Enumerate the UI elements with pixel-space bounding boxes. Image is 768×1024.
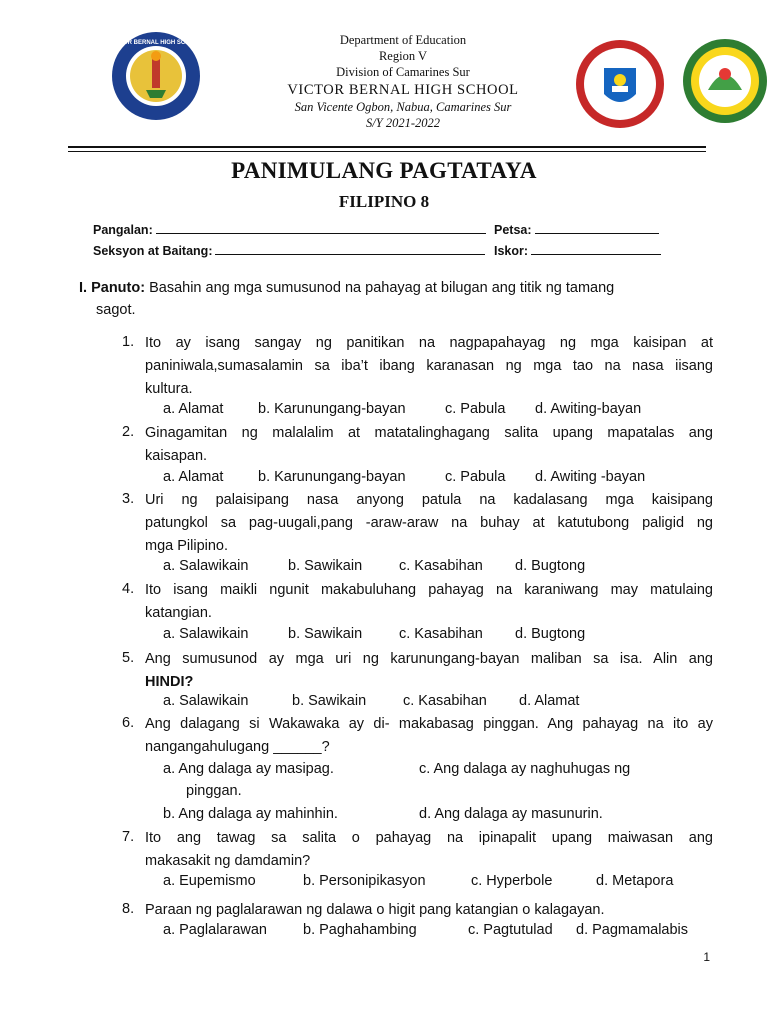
name-field <box>93 221 486 237</box>
section-label: Seksyon at Baitang: <box>93 244 213 258</box>
instructions <box>79 277 719 321</box>
option-c[interactable]: c. Pabula <box>445 401 506 417</box>
score-field <box>494 242 661 258</box>
option-c[interactable]: c. Ang dalaga ay naghuhugas ng <box>419 761 631 777</box>
option-c[interactable]: c. Kasabihan <box>399 558 483 574</box>
date-field <box>494 221 659 237</box>
question-text: Ito ay isang sangay ng panitikan na nagpapahayag ng mga kaisipan at paniniwala,sumasalamin sa iba’t ibang karanasan ng mga tao na nasa iisang kultura. <box>145 335 713 397</box>
option-a[interactable]: a. Salawikain <box>163 558 249 574</box>
option-c[interactable]: c. Kasabihan <box>403 693 487 709</box>
option-c[interactable]: c. Kasabihan <box>399 626 483 642</box>
region-line: Region V <box>378 49 428 63</box>
option-b[interactable]: b. Karunungang-bayan <box>258 469 406 485</box>
option-c-continued: pinggan. <box>186 783 242 799</box>
header-divider-thin <box>68 151 706 152</box>
name-label: Pangalan: <box>93 223 153 237</box>
division-line: Division of Camarines Sur <box>336 65 470 79</box>
question-number: 8. <box>122 901 135 917</box>
option-a[interactable]: a. Salawikain <box>163 693 249 709</box>
school-address: San Vicente Ogbon, Nabua, Camarines Sur <box>294 100 512 114</box>
option-c[interactable]: c. Pagtutulad <box>468 922 553 938</box>
option-b[interactable]: b. Personipikasyon <box>303 873 426 889</box>
option-b[interactable]: b. Sawikain <box>288 626 363 642</box>
option-b[interactable]: b. Sawikain <box>288 558 363 574</box>
question-text: Paraan ng paglalarawan ng dalawa o higit pang katangian o kalagayan. <box>145 902 605 918</box>
option-c[interactable]: c. Pabula <box>445 469 506 485</box>
option-d[interactable]: d. Awiting-bayan <box>535 401 642 417</box>
question-text: Ginagamitan ng malalalim at matatalinghagang salita upang mapatalas ang kaisapan. <box>145 425 713 464</box>
option-a[interactable]: a. Eupemismo <box>163 873 256 889</box>
score-blank[interactable] <box>531 242 661 255</box>
question-number: 4. <box>122 581 135 597</box>
option-a[interactable]: a. Alamat <box>163 469 224 485</box>
date-label: Petsa: <box>494 223 532 237</box>
question-number: 1. <box>122 334 135 350</box>
school-name: VICTOR BERNAL HIGH SCHOOL <box>287 82 519 98</box>
question-number: 6. <box>122 715 135 731</box>
question-text: Uri ng palaisipang nasa anyong patula na kadalasang mga kaisipang patungkol sa pag-uugali,pang -araw-araw na buhay at katutubong paligid ng mga Pilipino. <box>145 492 713 554</box>
question-text: Ang dalagang si Wakawaka ay di- makabasag pinggan. Ang pahayag na ito ay nangangahulugang ______? <box>145 716 713 755</box>
option-a[interactable]: a. Paglalarawan <box>163 922 267 938</box>
header-divider-thick <box>68 146 706 148</box>
question-text: Ang sumusunod ay mga uri ng karunungang-bayan maliban sa isa. Alin ang HINDI? <box>145 651 713 690</box>
question-text: Ito isang maikli ngunit makabuluhang pahayag na karaniwang may matulaing katangian. <box>145 582 713 621</box>
option-a[interactable]: a. Alamat <box>163 401 224 417</box>
name-blank[interactable] <box>156 221 486 234</box>
instructions-label: Panuto: <box>91 280 146 296</box>
question-number: 2. <box>122 424 135 440</box>
option-b[interactable]: b. Sawikain <box>292 693 367 709</box>
instructions-text-2: sagot. <box>96 302 136 318</box>
option-a[interactable]: a. Salawikain <box>163 626 249 642</box>
option-d[interactable]: d. Bugtong <box>515 626 586 642</box>
option-c[interactable]: c. Hyperbole <box>471 873 553 889</box>
instructions-number: I. <box>79 280 88 296</box>
school-logo <box>110 30 202 122</box>
option-b[interactable]: b. Karunungang-bayan <box>258 401 406 417</box>
option-d[interactable]: d. Pagmamalabis <box>576 922 689 938</box>
option-a[interactable]: a. Ang dalaga ay masipag. <box>163 761 334 777</box>
section-field <box>93 242 485 258</box>
page-title: PANIMULANG PAGTATAYA <box>231 158 537 183</box>
division-logo <box>682 38 768 124</box>
page-number: 1 <box>703 950 710 964</box>
option-b[interactable]: b. Ang dalaga ay mahinhin. <box>163 806 338 822</box>
option-d[interactable]: d. Metapora <box>596 873 674 889</box>
section-blank[interactable] <box>215 242 485 255</box>
school-year: S/Y 2021-2022 <box>366 116 440 130</box>
page-subtitle: FILIPINO 8 <box>338 192 430 211</box>
option-d[interactable]: d. Awiting -bayan <box>535 469 646 485</box>
question-number: 3. <box>122 491 135 507</box>
question-number: 5. <box>122 650 135 666</box>
letterhead <box>200 32 606 131</box>
option-d[interactable]: d. Ang dalaga ay masunurin. <box>419 806 603 822</box>
question-number: 7. <box>122 829 135 845</box>
question-text: Ito ang tawag sa salita o pahayag na ipinapalit upang maiwasan ang makasakit ng damdamin? <box>145 830 713 869</box>
date-blank[interactable] <box>535 221 659 234</box>
option-d[interactable]: d. Alamat <box>519 693 580 709</box>
option-d[interactable]: d. Bugtong <box>515 558 586 574</box>
dept-line: Department of Education <box>339 33 467 47</box>
option-b[interactable]: b. Paghahambing <box>303 922 417 938</box>
instructions-text-1: Basahin ang mga sumusunod na pahayag at bilugan ang titik ng tamang <box>145 280 615 296</box>
score-label: Iskor: <box>494 244 529 258</box>
school-logo-text-glyphs: VICTOR BERNAL HIGH SCHOOL <box>110 40 202 46</box>
